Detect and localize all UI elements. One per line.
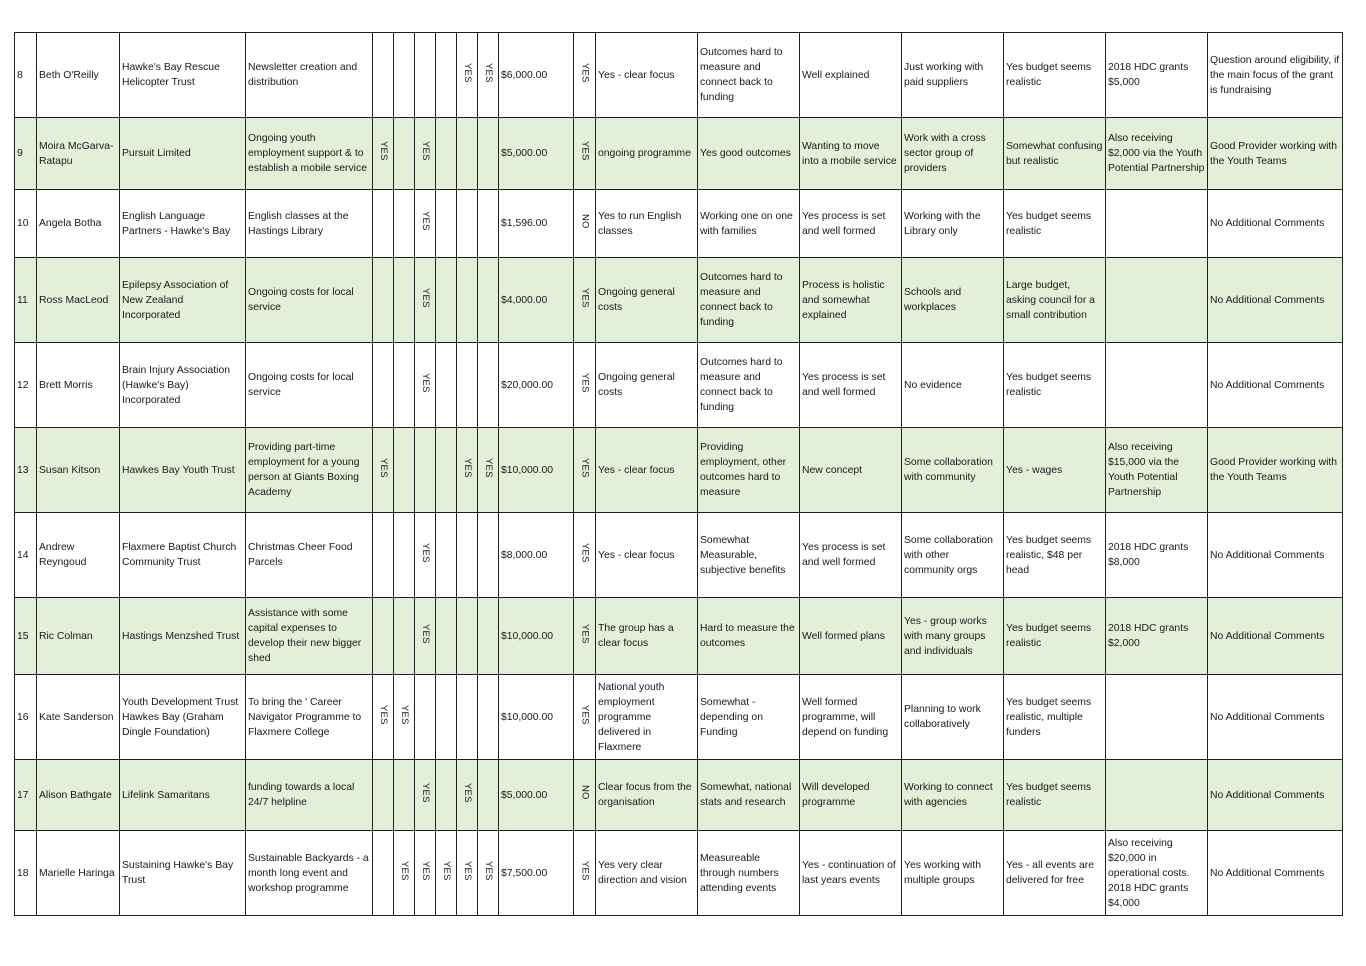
criteria-flag [415, 33, 436, 118]
table-row [15, 513, 1343, 598]
eligible-flag: YES [574, 598, 596, 675]
additional-comments: No Additional Comments [1208, 675, 1343, 760]
other-funding: 2018 HDC grants $2,000 [1106, 598, 1208, 675]
criteria-flag [394, 118, 415, 190]
criteria-flag: YES [373, 428, 394, 513]
purpose: English classes at the Hastings Library [246, 190, 373, 258]
process-assessment: New concept [800, 428, 902, 513]
criteria-flag [478, 258, 499, 343]
purpose: Ongoing costs for local service [246, 258, 373, 343]
process-assessment: Process is holistic and somewhat explained [800, 258, 902, 343]
row-number: 17 [15, 760, 37, 831]
criteria-flag [373, 831, 394, 916]
criteria-flag: YES [415, 258, 436, 343]
criteria-flag [436, 118, 457, 190]
criteria-flag [478, 343, 499, 428]
organisation: Lifelink Samaritans [120, 760, 246, 831]
row-number: 10 [15, 190, 37, 258]
process-assessment: Yes process is set and well formed [800, 190, 902, 258]
amount-requested: $1,596.00 [499, 190, 574, 258]
additional-comments: No Additional Comments [1208, 760, 1343, 831]
other-funding [1106, 675, 1208, 760]
eligible-flag: YES [574, 343, 596, 428]
criteria-flag [373, 258, 394, 343]
additional-comments: No Additional Comments [1208, 258, 1343, 343]
row-number: 9 [15, 118, 37, 190]
criteria-flag [436, 33, 457, 118]
criteria-flag: YES [373, 118, 394, 190]
collaboration-assessment: No evidence [902, 343, 1004, 428]
criteria-flag: YES [373, 675, 394, 760]
applicant-name: Moira McGarva-Ratapu [37, 118, 120, 190]
criteria-flag [478, 760, 499, 831]
criteria-flag [478, 190, 499, 258]
amount-requested: $10,000.00 [499, 675, 574, 760]
budget-assessment: Yes budget seems realistic [1004, 33, 1106, 118]
applicant-name: Ross MacLeod [37, 258, 120, 343]
organisation: Brain Injury Association (Hawke's Bay) Incorporated [120, 343, 246, 428]
process-assessment: Yes - continuation of last years events [800, 831, 902, 916]
purpose: Ongoing youth employment support & to establish a mobile service [246, 118, 373, 190]
organisation: English Language Partners - Hawke's Bay [120, 190, 246, 258]
amount-requested: $5,000.00 [499, 760, 574, 831]
other-funding [1106, 343, 1208, 428]
organisation: Sustaining Hawke's Bay Trust [120, 831, 246, 916]
other-funding: 2018 HDC grants $5,000 [1106, 33, 1208, 118]
focus-assessment: ongoing programme [596, 118, 698, 190]
table-row [15, 428, 1343, 513]
criteria-flag [436, 343, 457, 428]
collaboration-assessment: Work with a cross sector group of providers [902, 118, 1004, 190]
organisation: Youth Development Trust Hawkes Bay (Graham Dingle Foundation) [120, 675, 246, 760]
criteria-flag: YES [478, 428, 499, 513]
process-assessment: Well formed programme, will depend on funding [800, 675, 902, 760]
criteria-flag [478, 118, 499, 190]
criteria-flag [394, 190, 415, 258]
budget-assessment: Somewhat confusing but realistic [1004, 118, 1106, 190]
table-row [15, 598, 1343, 675]
amount-requested: $7,500.00 [499, 831, 574, 916]
eligible-flag: YES [574, 428, 596, 513]
eligible-flag: YES [574, 513, 596, 598]
outcomes-assessment: Somewhat Measurable, subjective benefits [698, 513, 800, 598]
organisation: Hawke's Bay Rescue Helicopter Trust [120, 33, 246, 118]
collaboration-assessment: Schools and workplaces [902, 258, 1004, 343]
other-funding: Also receiving $15,000 via the Youth Potential Partnership [1106, 428, 1208, 513]
criteria-flag [457, 675, 478, 760]
budget-assessment: Large budget, asking council for a small contribution [1004, 258, 1106, 343]
outcomes-assessment: Somewhat, national stats and research [698, 760, 800, 831]
focus-assessment: Clear focus from the organisation [596, 760, 698, 831]
organisation: Pursuit Limited [120, 118, 246, 190]
criteria-flag [415, 675, 436, 760]
focus-assessment: The group has a clear focus [596, 598, 698, 675]
criteria-flag [478, 675, 499, 760]
other-funding [1106, 760, 1208, 831]
process-assessment: Well formed plans [800, 598, 902, 675]
criteria-flag: YES [394, 675, 415, 760]
criteria-flag: YES [415, 760, 436, 831]
applicant-name: Andrew Reyngoud [37, 513, 120, 598]
collaboration-assessment: Yes working with multiple groups [902, 831, 1004, 916]
process-assessment: Will developed programme [800, 760, 902, 831]
purpose: Newsletter creation and distribution [246, 33, 373, 118]
eligible-flag: YES [574, 118, 596, 190]
focus-assessment: Yes very clear direction and vision [596, 831, 698, 916]
row-number: 11 [15, 258, 37, 343]
purpose: Ongoing costs for local service [246, 343, 373, 428]
additional-comments: No Additional Comments [1208, 831, 1343, 916]
criteria-flag [457, 343, 478, 428]
outcomes-assessment: Hard to measure the outcomes [698, 598, 800, 675]
focus-assessment: Ongoing general costs [596, 343, 698, 428]
organisation: Hastings Menzshed Trust [120, 598, 246, 675]
focus-assessment: Yes - clear focus [596, 33, 698, 118]
applicant-name: Alison Bathgate [37, 760, 120, 831]
criteria-flag [457, 190, 478, 258]
criteria-flag [457, 598, 478, 675]
process-assessment: Yes process is set and well formed [800, 343, 902, 428]
criteria-flag: YES [415, 513, 436, 598]
applications-table [14, 32, 1343, 916]
budget-assessment: Yes budget seems realistic [1004, 760, 1106, 831]
budget-assessment: Yes budget seems realistic [1004, 343, 1106, 428]
other-funding: 2018 HDC grants $8,000 [1106, 513, 1208, 598]
additional-comments: No Additional Comments [1208, 598, 1343, 675]
criteria-flag: YES [436, 831, 457, 916]
criteria-flag [394, 598, 415, 675]
process-assessment: Wanting to move into a mobile service [800, 118, 902, 190]
organisation: Flaxmere Baptist Church Community Trust [120, 513, 246, 598]
criteria-flag [436, 675, 457, 760]
applicant-name: Ric Colman [37, 598, 120, 675]
amount-requested: $10,000.00 [499, 598, 574, 675]
row-number: 15 [15, 598, 37, 675]
outcomes-assessment: Yes good outcomes [698, 118, 800, 190]
criteria-flag [394, 343, 415, 428]
criteria-flag [373, 598, 394, 675]
table-row [15, 258, 1343, 343]
applicant-name: Brett Morris [37, 343, 120, 428]
additional-comments: Good Provider working with the Youth Teams [1208, 428, 1343, 513]
outcomes-assessment: Outcomes hard to measure and connect back to funding [698, 343, 800, 428]
purpose: funding towards a local 24/7 helpline [246, 760, 373, 831]
other-funding [1106, 190, 1208, 258]
criteria-flag [373, 33, 394, 118]
collaboration-assessment: Planning to work collaboratively [902, 675, 1004, 760]
criteria-flag [373, 343, 394, 428]
outcomes-assessment: Measureable through numbers attending events [698, 831, 800, 916]
eligible-flag: YES [574, 831, 596, 916]
criteria-flag [415, 428, 436, 513]
other-funding: Also receiving $2,000 via the Youth Potential Partnership [1106, 118, 1208, 190]
purpose: Providing part-time employment for a young person at Giants Boxing Academy [246, 428, 373, 513]
budget-assessment: Yes budget seems realistic, $48 per head [1004, 513, 1106, 598]
criteria-flag [394, 760, 415, 831]
outcomes-assessment: Working one on one with families [698, 190, 800, 258]
criteria-flag: YES [394, 831, 415, 916]
criteria-flag: YES [415, 190, 436, 258]
focus-assessment: National youth employment programme delivered in Flaxmere [596, 675, 698, 760]
criteria-flag [436, 513, 457, 598]
row-number: 16 [15, 675, 37, 760]
collaboration-assessment: Working to connect with agencies [902, 760, 1004, 831]
criteria-flag [373, 513, 394, 598]
criteria-flag: YES [415, 598, 436, 675]
applicant-name: Susan Kitson [37, 428, 120, 513]
criteria-flag [436, 760, 457, 831]
criteria-flag [373, 760, 394, 831]
criteria-flag [457, 258, 478, 343]
criteria-flag [478, 598, 499, 675]
criteria-flag [436, 258, 457, 343]
criteria-flag: YES [457, 760, 478, 831]
criteria-flag: YES [457, 33, 478, 118]
table-row [15, 675, 1343, 760]
eligible-flag: YES [574, 258, 596, 343]
table-row [15, 33, 1343, 118]
other-funding: Also receiving $20,000 in operational costs. 2018 HDC grants $4,000 [1106, 831, 1208, 916]
eligible-flag: NO [574, 760, 596, 831]
criteria-flag [436, 598, 457, 675]
purpose: To bring the ' Career Navigator Programme to Flaxmere College [246, 675, 373, 760]
purpose: Sustainable Backyards - a month long event and workshop programme [246, 831, 373, 916]
table-row [15, 760, 1343, 831]
additional-comments: Question around eligibility, if the main focus of the grant is fundraising [1208, 33, 1343, 118]
criteria-flag [394, 33, 415, 118]
criteria-flag [394, 258, 415, 343]
criteria-flag: YES [478, 831, 499, 916]
eligible-flag: YES [574, 33, 596, 118]
budget-assessment: Yes budget seems realistic [1004, 190, 1106, 258]
table-row [15, 190, 1343, 258]
amount-requested: $5,000.00 [499, 118, 574, 190]
criteria-flag [457, 513, 478, 598]
table-row [15, 343, 1343, 428]
criteria-flag [373, 190, 394, 258]
row-number: 12 [15, 343, 37, 428]
purpose: Assistance with some capital expenses to develop their new bigger shed [246, 598, 373, 675]
row-number: 18 [15, 831, 37, 916]
applicant-name: Angela Botha [37, 190, 120, 258]
criteria-flag: YES [415, 118, 436, 190]
additional-comments: No Additional Comments [1208, 513, 1343, 598]
row-number: 8 [15, 33, 37, 118]
criteria-flag [436, 190, 457, 258]
row-number: 13 [15, 428, 37, 513]
other-funding [1106, 258, 1208, 343]
criteria-flag: YES [457, 831, 478, 916]
criteria-flag [478, 513, 499, 598]
criteria-flag: YES [457, 428, 478, 513]
outcomes-assessment: Outcomes hard to measure and connect back to funding [698, 33, 800, 118]
focus-assessment: Yes - clear focus [596, 513, 698, 598]
focus-assessment: Ongoing general costs [596, 258, 698, 343]
additional-comments: No Additional Comments [1208, 343, 1343, 428]
budget-assessment: Yes budget seems realistic [1004, 598, 1106, 675]
table-row [15, 831, 1343, 916]
process-assessment: Yes process is set and well formed [800, 513, 902, 598]
outcomes-assessment: Providing employment, other outcomes hard to measure [698, 428, 800, 513]
organisation: Epilepsy Association of New Zealand Incorporated [120, 258, 246, 343]
amount-requested: $4,000.00 [499, 258, 574, 343]
process-assessment: Well explained [800, 33, 902, 118]
criteria-flag: YES [415, 343, 436, 428]
additional-comments: No Additional Comments [1208, 190, 1343, 258]
criteria-flag [457, 118, 478, 190]
table-row [15, 118, 1343, 190]
row-number: 14 [15, 513, 37, 598]
criteria-flag: YES [478, 33, 499, 118]
applicant-name: Kate Sanderson [37, 675, 120, 760]
collaboration-assessment: Some collaboration with other community orgs [902, 513, 1004, 598]
focus-assessment: Yes - clear focus [596, 428, 698, 513]
focus-assessment: Yes to run English classes [596, 190, 698, 258]
applicant-name: Beth O'Reilly [37, 33, 120, 118]
amount-requested: $20,000.00 [499, 343, 574, 428]
collaboration-assessment: Some collaboration with community [902, 428, 1004, 513]
outcomes-assessment: Somewhat - depending on Funding [698, 675, 800, 760]
collaboration-assessment: Working with the Library only [902, 190, 1004, 258]
purpose: Christmas Cheer Food Parcels [246, 513, 373, 598]
applicant-name: Marielle Haringa [37, 831, 120, 916]
amount-requested: $8,000.00 [499, 513, 574, 598]
amount-requested: $6,000.00 [499, 33, 574, 118]
budget-assessment: Yes - wages [1004, 428, 1106, 513]
collaboration-assessment: Yes - group works with many groups and individuals [902, 598, 1004, 675]
budget-assessment: Yes budget seems realistic, multiple funders [1004, 675, 1106, 760]
amount-requested: $10,000.00 [499, 428, 574, 513]
organisation: Hawkes Bay Youth Trust [120, 428, 246, 513]
collaboration-assessment: Just working with paid suppliers [902, 33, 1004, 118]
criteria-flag [394, 513, 415, 598]
budget-assessment: Yes - all events are delivered for free [1004, 831, 1106, 916]
criteria-flag [394, 428, 415, 513]
criteria-flag [436, 428, 457, 513]
eligible-flag: NO [574, 190, 596, 258]
additional-comments: Good Provider working with the Youth Teams [1208, 118, 1343, 190]
eligible-flag: YES [574, 675, 596, 760]
criteria-flag: YES [415, 831, 436, 916]
outcomes-assessment: Outcomes hard to measure and connect back to funding [698, 258, 800, 343]
